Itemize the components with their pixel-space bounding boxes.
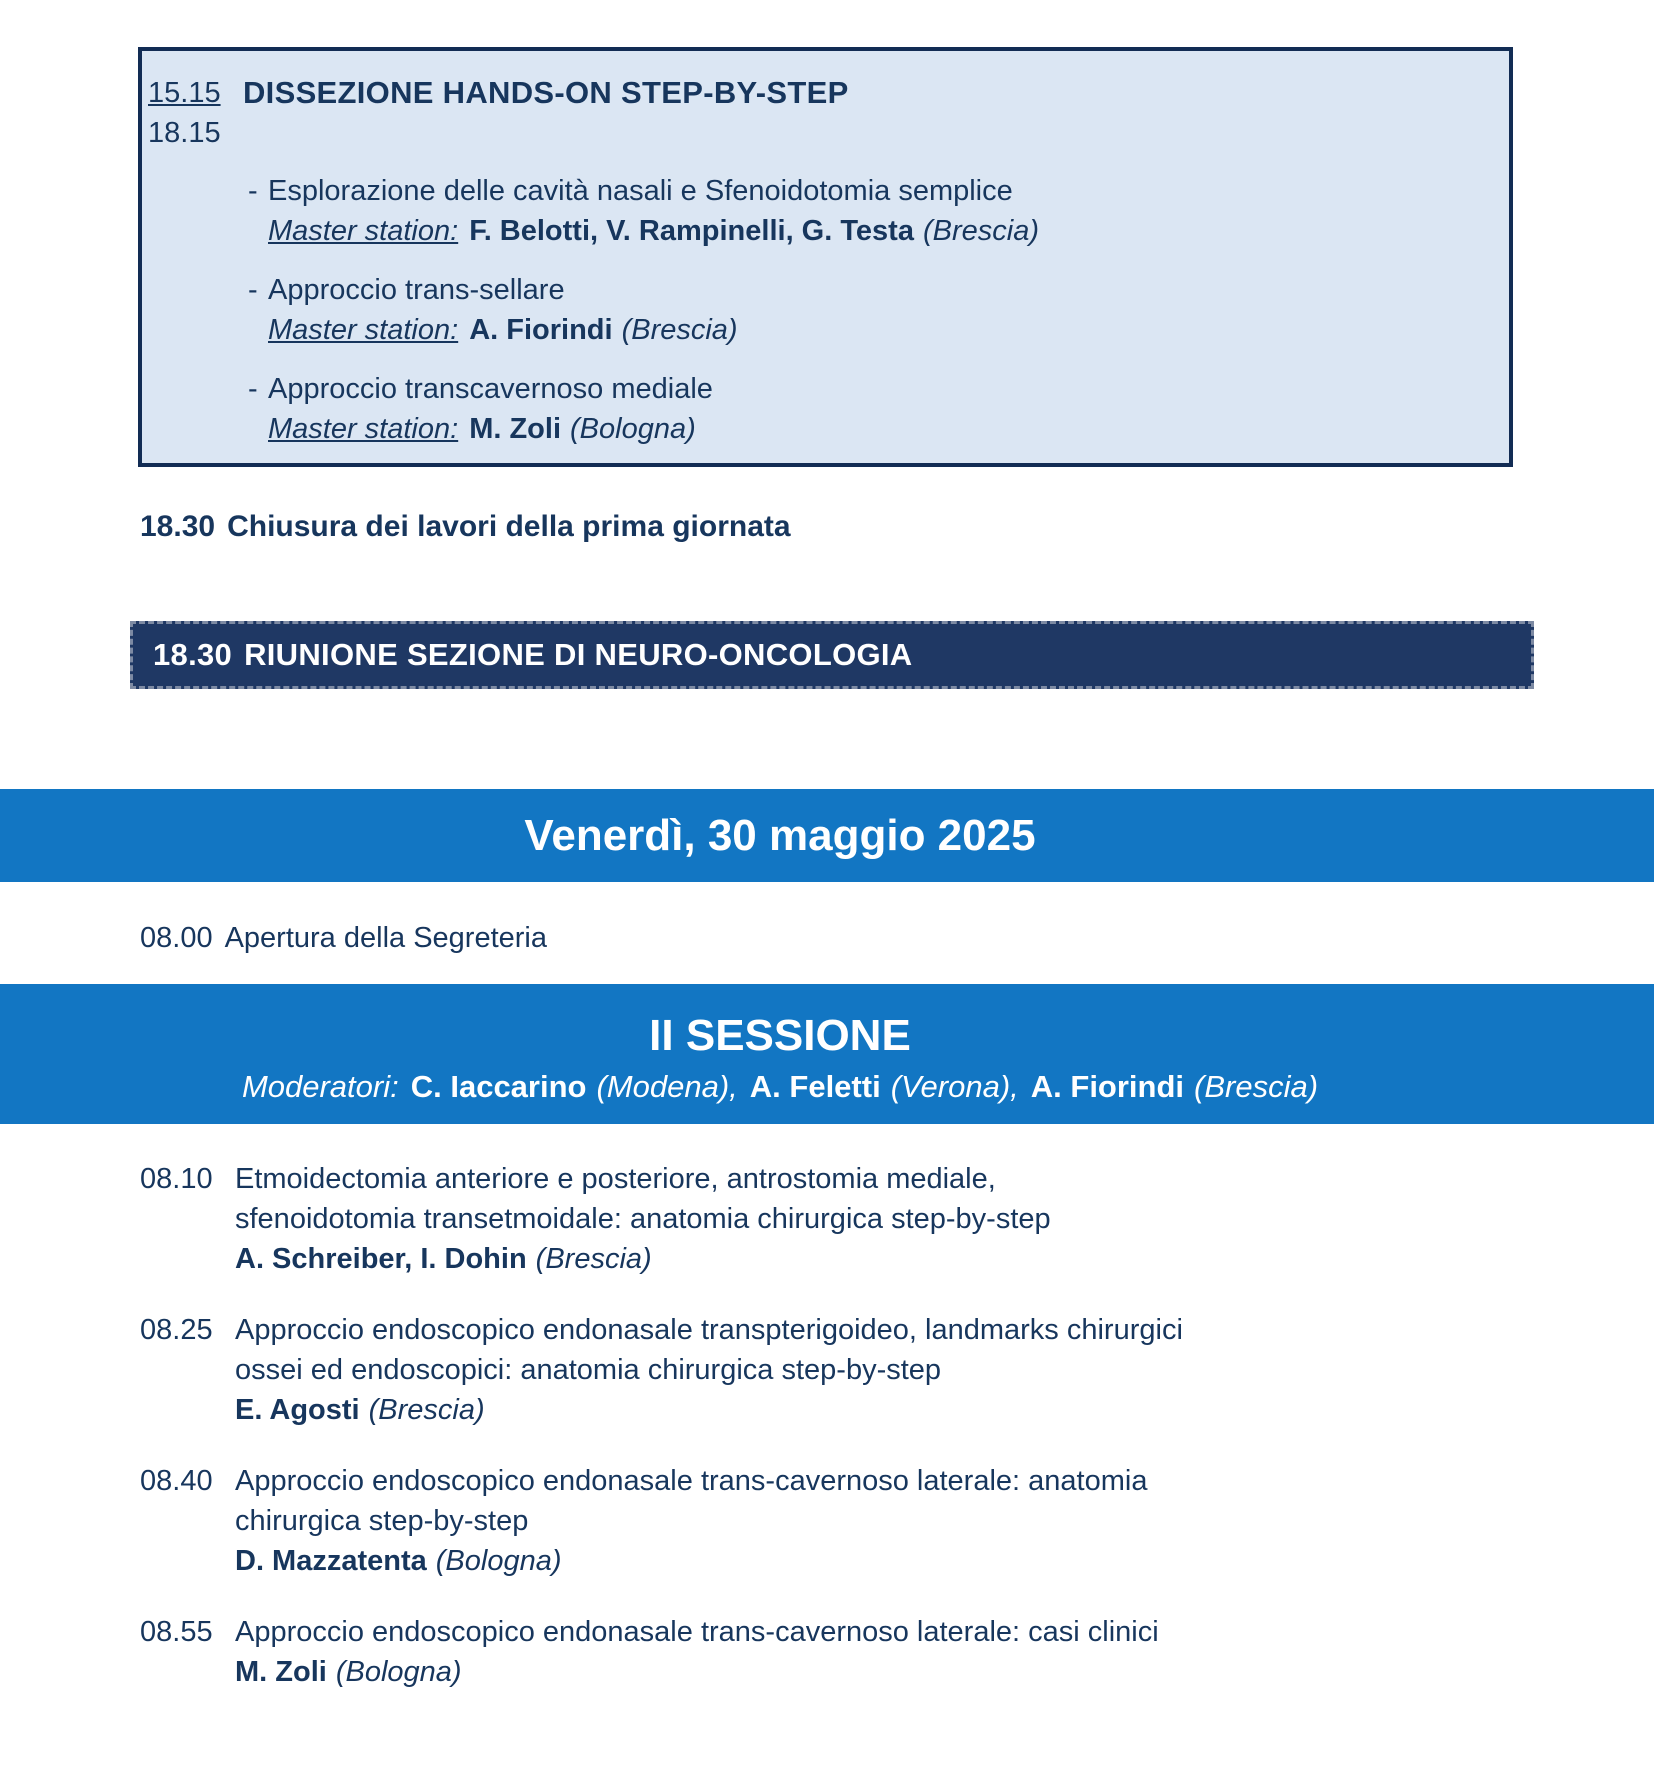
master-station-line — [268, 211, 1039, 251]
item-speakers-line — [235, 1541, 1147, 1581]
item-title-line: Etmoidectomia anteriore e posteriore, antrostomia mediale, — [235, 1163, 996, 1195]
moderator-city: (Modena), — [596, 1069, 738, 1104]
item-body — [235, 1159, 1051, 1279]
dash-bullet: - — [248, 373, 258, 405]
station-title: Approccio transcavernoso mediale — [268, 373, 713, 405]
station-faculty: M. Zoli — [469, 413, 562, 445]
registration-text: Apertura della Segreteria — [224, 922, 547, 954]
workshop-box — [138, 47, 1513, 467]
master-station-line — [268, 409, 713, 449]
program-list — [140, 1159, 1554, 1692]
station-body — [268, 270, 738, 350]
day-closing-line — [140, 507, 1654, 547]
workshop-time-range — [148, 73, 243, 153]
program-item — [140, 1461, 1554, 1581]
station-faculty: F. Belotti, V. Rampinelli, G. Testa — [469, 215, 914, 247]
master-station-label: Master station: — [268, 314, 459, 346]
item-faculty: M. Zoli — [235, 1656, 327, 1688]
item-city: (Bologna) — [335, 1656, 462, 1688]
station-body — [268, 369, 713, 449]
item-time: 08.10 — [140, 1163, 213, 1195]
registration-line — [140, 918, 1654, 958]
item-speakers-line — [235, 1652, 1159, 1692]
session-banner — [0, 984, 1654, 1124]
item-body — [235, 1310, 1183, 1430]
moderators-line — [0, 1066, 1560, 1108]
dash-bullet: - — [248, 175, 258, 207]
station-city: (Bologna) — [570, 413, 696, 445]
item-title-line: Approccio endoscopico endonasale trans-cavernoso laterale: anatomia — [235, 1465, 1148, 1497]
session-title: II SESSIONE — [649, 1011, 911, 1060]
item-title-line: Approccio endoscopico endonasale trans-cavernoso laterale: casi clinici — [235, 1616, 1159, 1648]
item-speakers-line — [235, 1239, 1051, 1279]
station-city: (Brescia) — [922, 215, 1039, 247]
master-station-label: Master station: — [268, 413, 459, 445]
station-city: (Brescia) — [621, 314, 738, 346]
closing-time: 18.30 — [140, 510, 216, 543]
program-page — [0, 47, 1654, 1771]
master-station-line — [268, 310, 738, 350]
moderator-city: (Brescia) — [1194, 1069, 1319, 1104]
station-item — [248, 171, 1491, 251]
station-item — [248, 369, 1491, 449]
item-faculty: E. Agosti — [235, 1394, 360, 1426]
workshop-title: DISSEZIONE HANDS-ON STEP-BY-STEP — [243, 75, 849, 110]
master-station-label: Master station: — [268, 215, 459, 247]
workshop-time-end: 18.15 — [148, 117, 221, 149]
item-faculty: D. Mazzatenta — [235, 1545, 427, 1577]
station-title: Approccio trans-sellare — [268, 274, 565, 306]
workshop-header — [148, 73, 1491, 153]
item-speakers-line — [235, 1390, 1183, 1430]
moderator-name: A. Feletti — [749, 1069, 881, 1104]
station-item — [248, 270, 1491, 350]
workshop-time-start: 15.15 — [148, 77, 221, 109]
moderators-label: Moderatori: — [241, 1069, 399, 1104]
closing-text: Chiusura dei lavori della prima giornata — [227, 510, 791, 543]
item-title-line: chirurgica step-by-step — [235, 1505, 529, 1537]
program-item — [140, 1612, 1554, 1692]
item-city: (Brescia) — [368, 1394, 485, 1426]
item-title-line: Approccio endoscopico endonasale transpterigoideo, landmarks chirurgici — [235, 1314, 1183, 1346]
item-city: (Brescia) — [535, 1243, 652, 1275]
moderator-name: A. Fiorindi — [1030, 1069, 1185, 1104]
day-banner — [0, 789, 1654, 882]
program-item — [140, 1310, 1554, 1430]
station-faculty: A. Fiorindi — [469, 314, 613, 346]
item-time: 08.55 — [140, 1616, 213, 1648]
moderator-name: C. Iaccarino — [410, 1069, 587, 1104]
neuro-bar-text: RIUNIONE SEZIONE DI NEURO-ONCOLOGIA — [244, 637, 913, 672]
dash-bullet: - — [248, 274, 258, 306]
item-title-line: sfenoidotomia transetmoidale: anatomia chirurgica step-by-step — [235, 1203, 1051, 1235]
station-list — [248, 171, 1491, 449]
day-banner-title: Venerdì, 30 maggio 2025 — [524, 811, 1036, 860]
item-body — [235, 1461, 1147, 1581]
item-faculty: A. Schreiber, I. Dohin — [235, 1243, 527, 1275]
neuro-oncology-bar — [130, 621, 1534, 689]
station-title: Esplorazione delle cavità nasali e Sfenoidotomia semplice — [268, 175, 1013, 207]
program-item — [140, 1159, 1554, 1279]
station-body — [268, 171, 1039, 251]
item-time: 08.40 — [140, 1465, 213, 1497]
item-city: (Bologna) — [435, 1545, 562, 1577]
registration-time: 08.00 — [140, 922, 213, 954]
item-time: 08.25 — [140, 1314, 213, 1346]
item-body — [235, 1612, 1159, 1692]
moderator-city: (Verona), — [890, 1069, 1019, 1104]
neuro-bar-time: 18.30 — [153, 637, 233, 672]
item-title-line: ossei ed endoscopici: anatomia chirurgica step-by-step — [235, 1354, 942, 1386]
